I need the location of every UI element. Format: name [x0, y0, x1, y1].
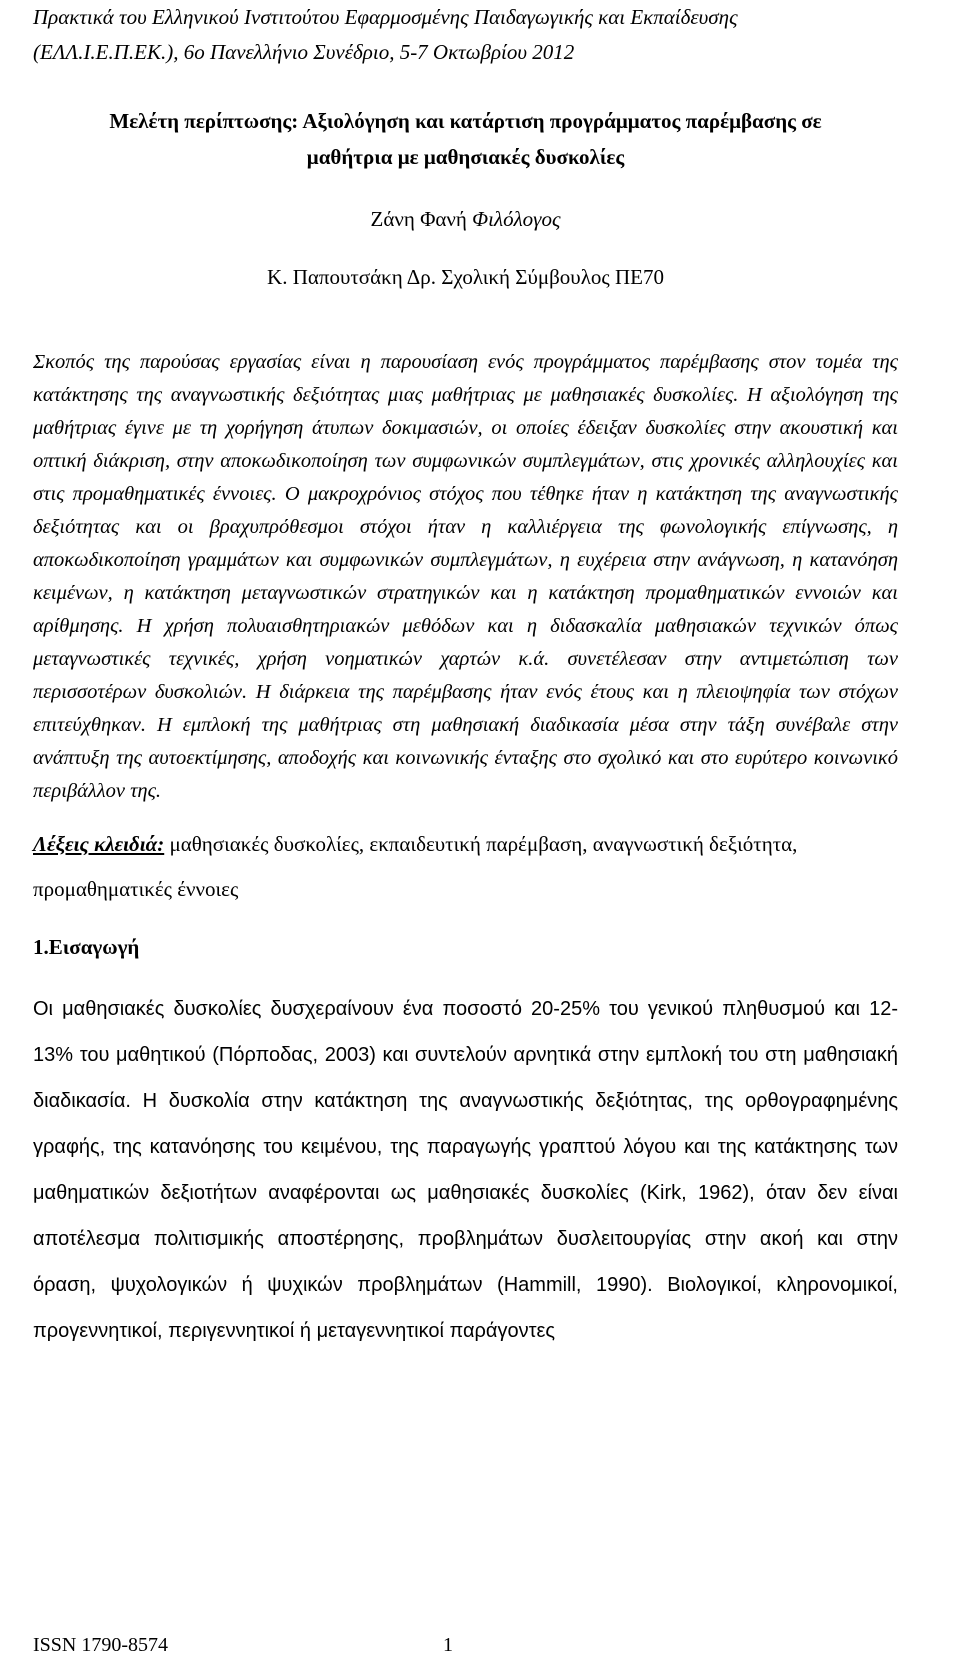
title-line-1: Μελέτη περίπτωσης: Αξιολόγηση και κατάρτιση προγράμματος παρέμβασης σε	[109, 109, 822, 133]
proceedings-header	[33, 0, 898, 70]
section-body: Οι μαθησιακές δυσκολίες δυσχεραίνουν ένα ποσοστό 20-25% του γενικού πληθυσμού και 12-13% του μαθητικού (Πόρποδας, 2003) και συντελούν αρνητικά στην εμπλοκή του στη μαθησιακή διαδικασία. Η δυσκολία στην κατάκτηση της αναγνωστικής δεξιότητας, της ορθογραφημένης γραφής, της κατανόησης του κειμένου, της παραγωγής γραπτού λόγου και της κατάκτησης των μαθηματικών δεξιοτήτων αναφέρονται ως μαθησιακές δυσκολίες (Kirk, 1962), όταν δεν είναι αποτέλεσμα πολιτισμικής αποστέρησης, προβλημάτων δυσλειτουργίας στην ακοή και στην όραση, ψυχολογικών ή ψυχικών προβλημάτων (Hammill, 1990). Βιολογικοί, κληρονομικοί, προγεννητικοί, περιγεννητικοί ή μεταγεννητικοί παράγοντες	[33, 998, 898, 1342]
header-line-2: (ΕΛΛ.Ι.Ε.Π.ΕΚ.), 6ο Πανελλήνιο Συνέδριο, 5-7 Οκτωβρίου 2012	[33, 40, 575, 64]
keywords-label: Λέξεις κλειδιά:	[33, 832, 165, 856]
author-1-role: Φιλόλογος	[472, 207, 561, 231]
keywords	[33, 822, 898, 912]
abstract-text: Σκοπός της παρούσας εργασίας είναι η παρουσίαση ενός προγράμματος παρέμβασης στον τομέα της κατάκτησης της αναγνωστικής δεξιότητας μιας μαθήτριας με μαθησιακές δυσκολίες. Η αξιολόγηση της μαθήτριας έγινε με τη χορήγηση άτυπων δοκιμασιών, οι οποίες έδειξαν δυσκολίες στην ακουστική και οπτική διάκριση, στην αποκωδικοποίηση των συμφωνικών συμπλεγμάτων, στις χρονικές αλληλουχίες και στις προμαθηματικές έννοιες. Ο μακροχρόνιος στόχος που τέθηκε ήταν η κατάκτηση της αναγνωστικής δεξιότητας και οι βραχυπρόθεσμοι στόχοι ήταν η καλλιέργεια της φωνολογικής επίγνωσης, η αποκωδικοποίηση γραμμάτων και συμφωνικών συμπλεγμάτων, η ευχέρεια στην ανάγνωση, η κατανόηση κειμένων, η κατάκτηση μεταγνωστικών στρατηγικών και η κατάκτηση προμαθηματικών εννοιών και αρίθμησης. Η χρήση πολυαισθητηριακών μεθόδων και η διδασκαλία μαθησιακών τεχνικών όπως μεταγνωστικές τεχνικές, χρήση νοηματικών χαρτών κ.ά. συνετέλεσαν στην αντιμετώπιση των περισσοτέρων δυσκολιών. Η διάρκεια της παρέμβασης ήταν ενός έτους και η πλειοψηφία των στόχων επιτεύχθηκαν. Η εμπλοκή της μαθήτριας στη μαθησιακή διαδικασία μέσα στην τάξη συνέβαλε στην ανάπτυξη της αυτοεκτίμησης, αποδοχής και κοινωνικής ένταξης στο σχολικό και στο ευρύτερο κοινωνικό περιβάλλον της.	[33, 351, 898, 802]
page-number: 1	[443, 1634, 453, 1656]
paper-title	[33, 103, 898, 175]
author-2-name: Κ. Παπουτσάκη Δρ. Σχολική Σύμβουλος ΠΕ70	[267, 265, 664, 289]
author-1-name: Ζάνη Φανή	[370, 207, 473, 231]
section-title: 1.Εισαγωγή	[33, 935, 140, 959]
author-1	[33, 205, 898, 233]
title-line-2: μαθήτρια με μαθησιακές δυσκολίες	[306, 145, 625, 169]
author-2	[33, 263, 898, 291]
keywords-text: μαθησιακές δυσκολίες, εκπαιδευτική παρέμβαση, αναγνωστική δεξιότητα, προμαθηματικές έννοιες	[33, 832, 798, 901]
issn: ISSN 1790-8574	[33, 1634, 169, 1656]
header-line-1: Πρακτικά του Ελληνικού Ινστιτούτου Εφαρμοσμένης Παιδαγωγικής και Εκπαίδευσης	[33, 5, 738, 29]
